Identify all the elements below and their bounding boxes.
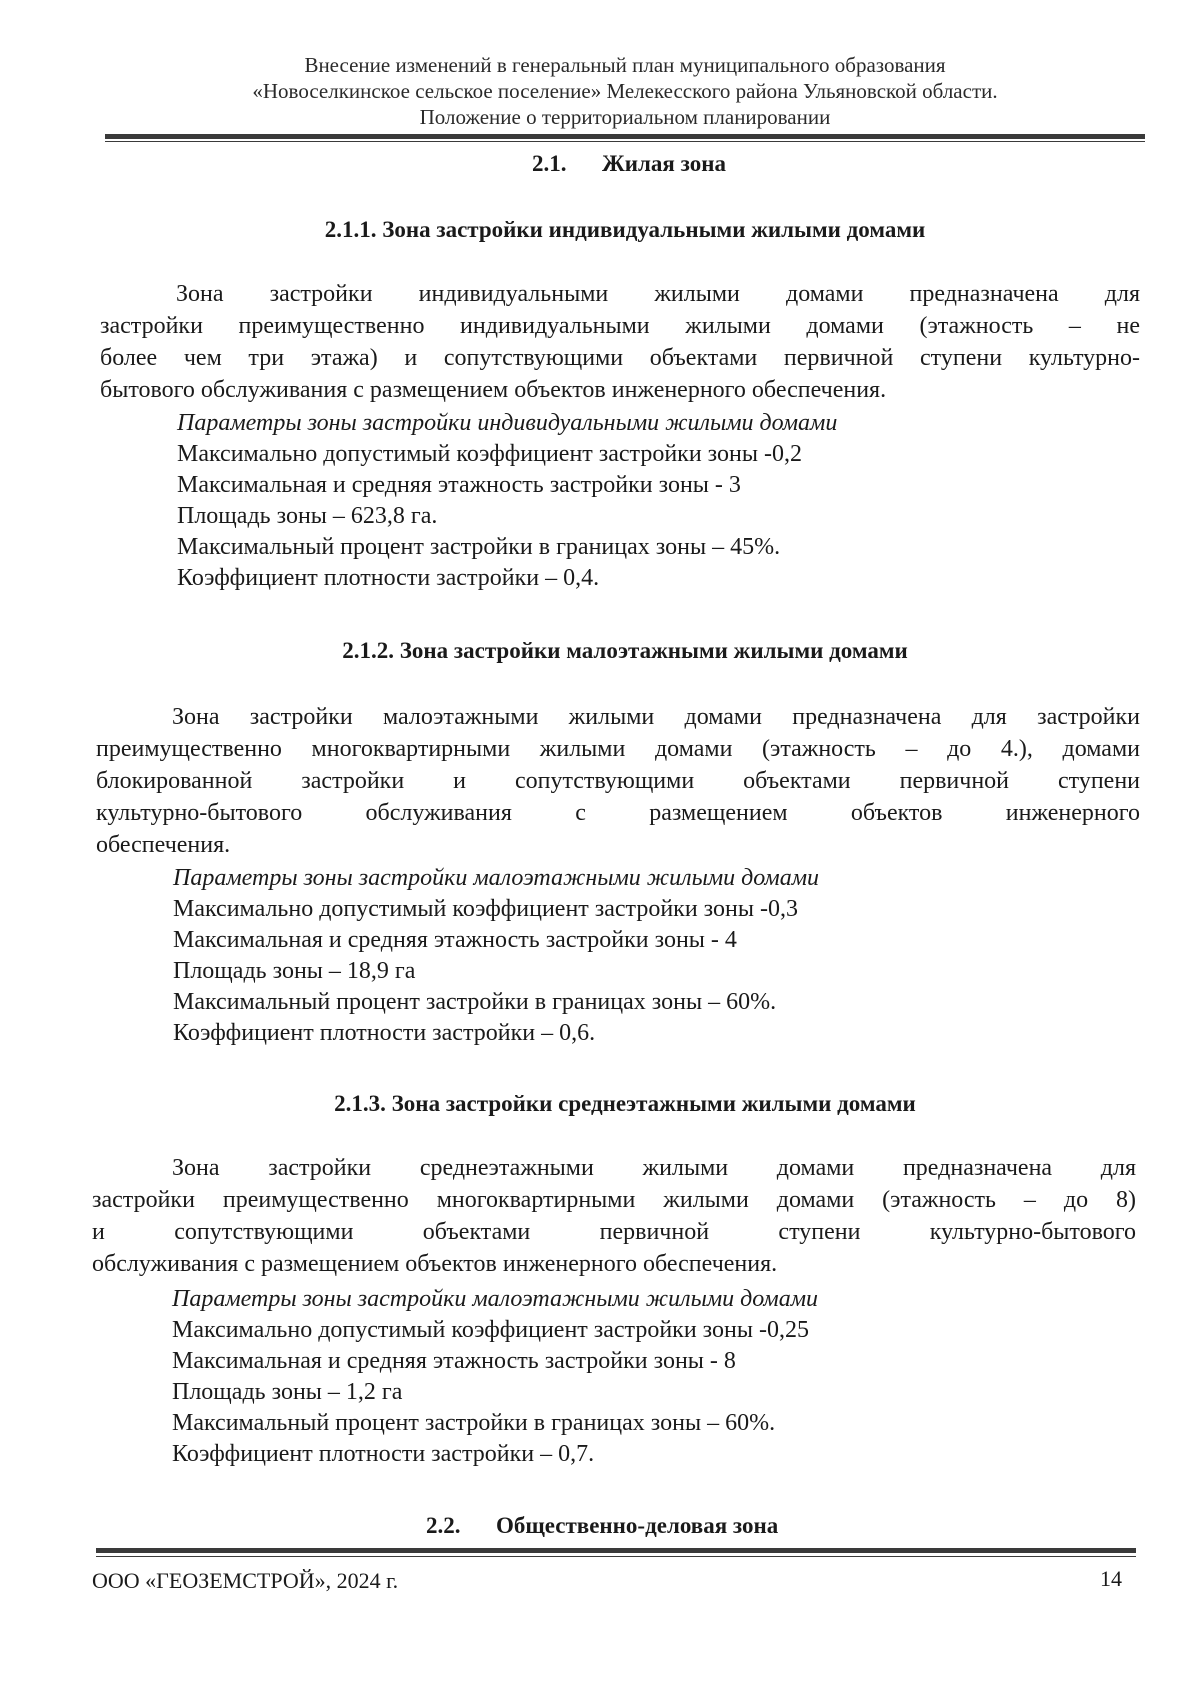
parameter-item: Коэффициент плотности застройки – 0,6.	[173, 1020, 596, 1046]
section-title: Общественно-деловая зона	[496, 1513, 779, 1538]
text-line: застройки преимущественно индивидуальными жилыми домами (этажность – не	[100, 313, 1140, 339]
text-line: и сопутствующими объектами первичной ступени культурно-бытового	[92, 1219, 1136, 1245]
parameter-item: Максимальная и средняя этажность застройки зоны - 3	[177, 472, 741, 498]
header-rule-thin	[105, 141, 1145, 142]
section-number: 2.1.	[532, 151, 567, 176]
section-number: 2.2.	[426, 1513, 461, 1538]
parameters-title: Параметры зоны застройки малоэтажными жилыми домами	[173, 865, 820, 891]
header-line-2: «Новоселкинское сельское поселение» Мелекесского района Ульяновской области.	[252, 79, 998, 103]
text-line: Зона застройки индивидуальными жилыми домами предназначена для	[176, 281, 1140, 307]
parameter-item: Максимальный процент застройки в границах зоны – 60%.	[173, 989, 777, 1015]
zone-2-parameters	[173, 863, 819, 1049]
section-heading-2-1	[532, 150, 726, 178]
zone-2-description	[96, 701, 1140, 861]
parameter-item: Максимально допустимый коэффициент застройки зоны -0,2	[177, 441, 802, 467]
section-title: Жилая зона	[602, 151, 726, 176]
text-line: застройки преимущественно многоквартирными жилыми домами (этажность – до 8)	[92, 1187, 1136, 1213]
text-line: Зона застройки среднеэтажными жилыми домами предназначена для	[172, 1155, 1136, 1181]
parameter-item: Площадь зоны – 18,9 га	[173, 958, 416, 984]
footer-rule	[96, 1548, 1136, 1553]
text-line: обслуживания с размещением объектов инженерного обеспечения.	[92, 1251, 778, 1277]
footer-company: ООО «ГЕОЗЕМСТРОЙ», 2024 г.	[92, 1568, 399, 1593]
parameter-item: Максимальный процент застройки в границах зоны – 60%.	[172, 1410, 776, 1436]
header-rule	[105, 134, 1145, 139]
zone-3-parameters	[172, 1284, 818, 1470]
parameter-item: Максимальная и средняя этажность застройки зоны - 4	[173, 927, 737, 953]
parameter-item: Максимально допустимый коэффициент застройки зоны -0,3	[173, 896, 798, 922]
footer-rule-thin	[96, 1556, 1136, 1557]
zone-1-parameters	[177, 408, 837, 594]
parameter-item: Коэффициент плотности застройки – 0,4.	[177, 565, 600, 591]
text-line: более чем три этажа) и сопутствующими объектами первичной ступени культурно-	[100, 345, 1140, 371]
page-number: 14	[1100, 1566, 1122, 1591]
parameter-item: Коэффициент плотности застройки – 0,7.	[172, 1441, 595, 1467]
text-line: Зона застройки малоэтажными жилыми домами предназначена для застройки	[172, 704, 1140, 730]
text-line: культурно-бытового обслуживания с размещением объектов инженерного	[96, 800, 1140, 826]
parameter-item: Максимально допустимый коэффициент застройки зоны -0,25	[172, 1317, 809, 1343]
header-line-3: Положение о территориальном планировании	[419, 105, 831, 129]
parameter-item: Максимальная и средняя этажность застройки зоны - 8	[172, 1348, 736, 1374]
text-line: бытового обслуживания с размещением объектов инженерного обеспечения.	[100, 377, 887, 403]
text-line: обеспечения.	[96, 832, 231, 858]
text-line: блокированной застройки и сопутствующими объектами первичной ступени	[96, 768, 1140, 794]
section-heading-2-2	[426, 1512, 778, 1540]
parameter-item: Площадь зоны – 623,8 га.	[177, 503, 438, 529]
parameter-item: Максимальный процент застройки в границах зоны – 45%.	[177, 534, 781, 560]
zone-1-heading: 2.1.1. Зона застройки индивидуальными жилыми домами	[324, 217, 926, 242]
text-line: преимущественно многоквартирными жилыми домами (этажность – до 4.), домами	[96, 736, 1140, 762]
zone-3-description	[92, 1152, 1136, 1280]
parameters-title: Параметры зоны застройки малоэтажными жилыми домами	[172, 1286, 819, 1312]
running-header	[100, 52, 1150, 130]
zone-1-description	[100, 278, 1140, 406]
zone-3-heading: 2.1.3. Зона застройки среднеэтажными жилыми домами	[334, 1091, 916, 1116]
parameter-item: Площадь зоны – 1,2 га	[172, 1379, 403, 1405]
zone-2-heading: 2.1.2. Зона застройки малоэтажными жилыми домами	[342, 638, 908, 663]
parameters-title: Параметры зоны застройки индивидуальными жилыми домами	[177, 410, 838, 436]
header-line-1: Внесение изменений в генеральный план муниципального образования	[304, 53, 946, 77]
